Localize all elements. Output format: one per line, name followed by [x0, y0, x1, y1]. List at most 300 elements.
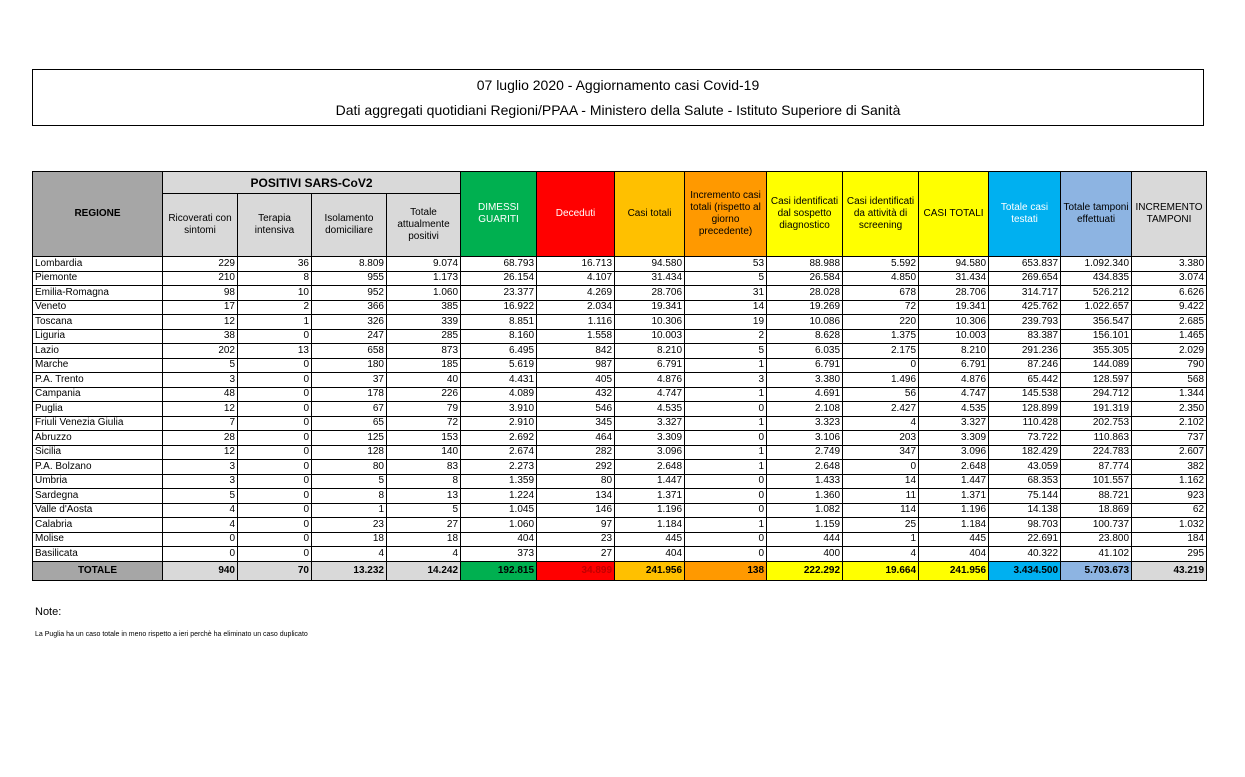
table-cell: 2.175 [843, 344, 919, 359]
table-cell: 94.580 [615, 257, 685, 272]
total-value: 940 [163, 561, 238, 580]
table-cell: 10.086 [767, 315, 843, 330]
region-name: Veneto [33, 300, 163, 315]
table-cell: 294.712 [1061, 387, 1132, 402]
group-positivi: POSITIVI SARS-CoV2 [163, 172, 461, 194]
table-cell: 153 [387, 431, 461, 446]
table-cell: 27 [387, 518, 461, 533]
table-cell: 1.433 [767, 474, 843, 489]
region-name: Puglia [33, 402, 163, 417]
table-cell: 2.692 [461, 431, 537, 446]
table-cell: 4.691 [767, 387, 843, 402]
table-cell: 146 [537, 503, 615, 518]
table-cell: 2.674 [461, 445, 537, 460]
table-cell: 3 [685, 373, 767, 388]
table-cell: 110.863 [1061, 431, 1132, 446]
table-cell: 229 [163, 257, 238, 272]
table-cell: 0 [685, 474, 767, 489]
table-cell: 27 [537, 547, 615, 562]
table-cell: 445 [615, 532, 685, 547]
table-cell: 404 [461, 532, 537, 547]
table-cell: 1.447 [919, 474, 989, 489]
table-cell: 0 [685, 532, 767, 547]
table-cell: 0 [238, 460, 312, 475]
table-cell: 28 [163, 431, 238, 446]
table-cell: 987 [537, 358, 615, 373]
table-cell: 1 [685, 460, 767, 475]
table-cell: 1.359 [461, 474, 537, 489]
table-cell: 17 [163, 300, 238, 315]
total-value: 3.434.500 [989, 561, 1061, 580]
col-casi-totali: Casi totali [615, 172, 685, 257]
table-cell: 355.305 [1061, 344, 1132, 359]
total-value: 70 [238, 561, 312, 580]
table-cell: 0 [685, 431, 767, 446]
region-name: Marche [33, 358, 163, 373]
table-cell: 87.246 [989, 358, 1061, 373]
table-cell: 62 [1132, 503, 1207, 518]
table-cell: 4 [387, 547, 461, 562]
table-cell: 94.580 [919, 257, 989, 272]
table-cell: 9.422 [1132, 300, 1207, 315]
table-cell: 2 [685, 329, 767, 344]
table-cell: 0 [238, 402, 312, 417]
region-name: Umbria [33, 474, 163, 489]
table-cell: 19.341 [615, 300, 685, 315]
table-cell: 1.162 [1132, 474, 1207, 489]
table-cell: 80 [537, 474, 615, 489]
table-cell: 31.434 [919, 271, 989, 286]
table-cell: 5.619 [461, 358, 537, 373]
table-cell: 3.096 [615, 445, 685, 460]
table-cell: 14.138 [989, 503, 1061, 518]
table-cell: 0 [843, 358, 919, 373]
table-cell: 13 [387, 489, 461, 504]
table-cell: 239.793 [989, 315, 1061, 330]
table-cell: 23.377 [461, 286, 537, 301]
table-row [33, 315, 1207, 330]
table-cell: 3.380 [767, 373, 843, 388]
table-cell: 285 [387, 329, 461, 344]
report-title: 07 luglio 2020 - Aggiornamento casi Covid-19 [476, 77, 760, 93]
table-cell: 6.791 [919, 358, 989, 373]
table-cell: 373 [461, 547, 537, 562]
table-cell: 1.371 [615, 489, 685, 504]
table-row [33, 416, 1207, 431]
table-cell: 23 [312, 518, 387, 533]
table-cell: 28.028 [767, 286, 843, 301]
notes-label: Note: [35, 606, 62, 618]
table-cell: 25 [843, 518, 919, 533]
table-cell: 314.717 [989, 286, 1061, 301]
total-row [33, 561, 1207, 580]
table-cell: 0 [238, 431, 312, 446]
table-cell: 8.210 [919, 344, 989, 359]
table-cell: 653.837 [989, 257, 1061, 272]
table-cell: 1.173 [387, 271, 461, 286]
total-value: 241.956 [615, 561, 685, 580]
table-cell: 1.371 [919, 489, 989, 504]
table-cell: 18 [312, 532, 387, 547]
table-cell: 0 [843, 460, 919, 475]
table-cell: 65 [312, 416, 387, 431]
table-cell: 955 [312, 271, 387, 286]
table-row [33, 503, 1207, 518]
table-cell: 678 [843, 286, 919, 301]
table-cell: 8.809 [312, 257, 387, 272]
table-cell: 1.116 [537, 315, 615, 330]
table-cell: 210 [163, 271, 238, 286]
table-cell: 202.753 [1061, 416, 1132, 431]
region-name: P.A. Bolzano [33, 460, 163, 475]
table-cell: 464 [537, 431, 615, 446]
table-cell: 144.089 [1061, 358, 1132, 373]
table-cell: 366 [312, 300, 387, 315]
col-terapia: Terapia intensiva [238, 194, 312, 257]
table-row [33, 300, 1207, 315]
total-value: 43.219 [1132, 561, 1207, 580]
table-cell: 3.323 [767, 416, 843, 431]
table-cell: 3.327 [919, 416, 989, 431]
col-deceduti: Deceduti [537, 172, 615, 257]
table-cell: 356.547 [1061, 315, 1132, 330]
table-cell: 12 [163, 445, 238, 460]
table-cell: 1.196 [919, 503, 989, 518]
table-row [33, 445, 1207, 460]
table-cell: 8 [238, 271, 312, 286]
col-incremento: Incremento casi totali (rispetto al giorno precedente) [685, 172, 767, 257]
region-name: Sardegna [33, 489, 163, 504]
table-cell: 14 [685, 300, 767, 315]
table-cell: 404 [615, 547, 685, 562]
table-cell: 568 [1132, 373, 1207, 388]
table-cell: 12 [163, 315, 238, 330]
table-cell: 8.851 [461, 315, 537, 330]
table-cell: 444 [767, 532, 843, 547]
col-sospetto: Casi identificati dal sospetto diagnostico [767, 172, 843, 257]
table-cell: 4.107 [537, 271, 615, 286]
table-cell: 184 [1132, 532, 1207, 547]
region-name: P.A. Trento [33, 373, 163, 388]
table-cell: 1.045 [461, 503, 537, 518]
table-cell: 79 [387, 402, 461, 417]
total-label: TOTALE [33, 561, 163, 580]
table-cell: 7 [163, 416, 238, 431]
table-cell: 10.003 [615, 329, 685, 344]
table-cell: 12 [163, 402, 238, 417]
table-cell: 2.034 [537, 300, 615, 315]
table-cell: 83.387 [989, 329, 1061, 344]
table-row [33, 329, 1207, 344]
table-cell: 1 [843, 532, 919, 547]
region-name: Molise [33, 532, 163, 547]
table-cell: 75.144 [989, 489, 1061, 504]
table-cell: 1 [685, 358, 767, 373]
report-header [32, 69, 1204, 126]
table-cell: 31 [685, 286, 767, 301]
table-row [33, 358, 1207, 373]
table-cell: 19.341 [919, 300, 989, 315]
table-cell: 5.592 [843, 257, 919, 272]
table-cell: 434.835 [1061, 271, 1132, 286]
table-cell: 10 [238, 286, 312, 301]
table-cell: 404 [919, 547, 989, 562]
table-cell: 0 [238, 445, 312, 460]
table-cell: 842 [537, 344, 615, 359]
total-value: 192.815 [461, 561, 537, 580]
table-cell: 22.691 [989, 532, 1061, 547]
table-cell: 140 [387, 445, 461, 460]
table-cell: 28.706 [615, 286, 685, 301]
total-value: 5.703.673 [1061, 561, 1132, 580]
table-cell: 87.774 [1061, 460, 1132, 475]
table-cell: 6.791 [615, 358, 685, 373]
table-cell: 3 [163, 460, 238, 475]
table-row [33, 532, 1207, 547]
table-cell: 100.737 [1061, 518, 1132, 533]
table-cell: 110.428 [989, 416, 1061, 431]
table-cell: 292 [537, 460, 615, 475]
table-cell: 114 [843, 503, 919, 518]
table-cell: 37 [312, 373, 387, 388]
table-cell: 145.538 [989, 387, 1061, 402]
table-cell: 182.429 [989, 445, 1061, 460]
table-row [33, 489, 1207, 504]
col-isolamento: Isolamento domiciliare [312, 194, 387, 257]
table-cell: 3.327 [615, 416, 685, 431]
table-cell: 8 [312, 489, 387, 504]
region-name: Campania [33, 387, 163, 402]
table-cell: 0 [685, 503, 767, 518]
table-cell: 3.910 [461, 402, 537, 417]
table-cell: 4 [163, 503, 238, 518]
table-cell: 347 [843, 445, 919, 460]
table-cell: 790 [1132, 358, 1207, 373]
table-cell: 0 [685, 489, 767, 504]
table-cell: 0 [238, 489, 312, 504]
table-cell: 226 [387, 387, 461, 402]
table-cell: 8.210 [615, 344, 685, 359]
table-row [33, 460, 1207, 475]
table-cell: 40.322 [989, 547, 1061, 562]
table-cell: 26.154 [461, 271, 537, 286]
table-cell: 10.306 [919, 315, 989, 330]
region-name: Lazio [33, 344, 163, 359]
table-cell: 291.236 [989, 344, 1061, 359]
table-cell: 2.350 [1132, 402, 1207, 417]
table-cell: 3.106 [767, 431, 843, 446]
table-cell: 282 [537, 445, 615, 460]
table-cell: 3.309 [919, 431, 989, 446]
table-cell: 128 [312, 445, 387, 460]
table-cell: 41.102 [1061, 547, 1132, 562]
table-cell: 339 [387, 315, 461, 330]
table-cell: 1.022.657 [1061, 300, 1132, 315]
table-cell: 4 [843, 416, 919, 431]
table-cell: 13 [238, 344, 312, 359]
table-cell: 156.101 [1061, 329, 1132, 344]
table-cell: 6.791 [767, 358, 843, 373]
total-value: 14.242 [387, 561, 461, 580]
table-cell: 19 [685, 315, 767, 330]
table-row [33, 402, 1207, 417]
table-cell: 269.654 [989, 271, 1061, 286]
table-cell: 3.096 [919, 445, 989, 460]
table-cell: 1.344 [1132, 387, 1207, 402]
table-cell: 88.721 [1061, 489, 1132, 504]
table-cell: 1 [238, 315, 312, 330]
table-cell: 191.319 [1061, 402, 1132, 417]
table-cell: 400 [767, 547, 843, 562]
table-cell: 98 [163, 286, 238, 301]
table-cell: 5 [685, 271, 767, 286]
table-cell: 5 [312, 474, 387, 489]
table-row [33, 387, 1207, 402]
table-cell: 247 [312, 329, 387, 344]
region-name: Valle d'Aosta [33, 503, 163, 518]
table-cell: 48 [163, 387, 238, 402]
table-cell: 18 [387, 532, 461, 547]
table-cell: 5 [685, 344, 767, 359]
table-cell: 0 [238, 547, 312, 562]
table-cell: 68.793 [461, 257, 537, 272]
table-cell: 23 [537, 532, 615, 547]
table-cell: 2.749 [767, 445, 843, 460]
table-cell: 2.648 [919, 460, 989, 475]
table-cell: 72 [843, 300, 919, 315]
table-cell: 72 [387, 416, 461, 431]
table-cell: 1.558 [537, 329, 615, 344]
table-cell: 2.108 [767, 402, 843, 417]
table-cell: 4.876 [615, 373, 685, 388]
col-incremento-tamponi: INCREMENTO TAMPONI [1132, 172, 1207, 257]
table-cell: 9.074 [387, 257, 461, 272]
table-cell: 1.360 [767, 489, 843, 504]
total-value: 13.232 [312, 561, 387, 580]
table-cell: 6.626 [1132, 286, 1207, 301]
col-regione: REGIONE [33, 172, 163, 257]
table-cell: 2.685 [1132, 315, 1207, 330]
table-cell: 526.212 [1061, 286, 1132, 301]
table-row [33, 547, 1207, 562]
table-cell: 16.713 [537, 257, 615, 272]
table-cell: 1.224 [461, 489, 537, 504]
col-casi-totali-2: CASI TOTALI [919, 172, 989, 257]
table-cell: 4.747 [919, 387, 989, 402]
table-cell: 180 [312, 358, 387, 373]
table-cell: 0 [238, 329, 312, 344]
table-cell: 125 [312, 431, 387, 446]
table-cell: 2.427 [843, 402, 919, 417]
table-cell: 873 [387, 344, 461, 359]
table-cell: 3.309 [615, 431, 685, 446]
table-cell: 8.628 [767, 329, 843, 344]
table-cell: 36 [238, 257, 312, 272]
table-cell: 5 [163, 358, 238, 373]
table-cell: 97 [537, 518, 615, 533]
table-cell: 0 [238, 532, 312, 547]
table-cell: 2.648 [767, 460, 843, 475]
table-cell: 0 [238, 416, 312, 431]
table-cell: 3.380 [1132, 257, 1207, 272]
covid-data-table [32, 171, 1207, 581]
table-cell: 80 [312, 460, 387, 475]
table-cell: 4 [163, 518, 238, 533]
table-cell: 88.988 [767, 257, 843, 272]
table-cell: 3 [163, 474, 238, 489]
table-cell: 2.648 [615, 460, 685, 475]
col-totale-positivi: Totale attualmente positivi [387, 194, 461, 257]
table-cell: 6.035 [767, 344, 843, 359]
table-cell: 0 [238, 518, 312, 533]
table-cell: 6.495 [461, 344, 537, 359]
col-screening: Casi identificati da attività di screening [843, 172, 919, 257]
region-name: Abruzzo [33, 431, 163, 446]
table-cell: 2.607 [1132, 445, 1207, 460]
table-cell: 4.850 [843, 271, 919, 286]
region-name: Liguria [33, 329, 163, 344]
table-cell: 31.434 [615, 271, 685, 286]
table-cell: 1.465 [1132, 329, 1207, 344]
table-cell: 3.074 [1132, 271, 1207, 286]
region-name: Lombardia [33, 257, 163, 272]
table-cell: 2.273 [461, 460, 537, 475]
table-cell: 382 [1132, 460, 1207, 475]
table-cell: 5 [387, 503, 461, 518]
table-cell: 1.447 [615, 474, 685, 489]
table-cell: 0 [163, 532, 238, 547]
table-cell: 128.597 [1061, 373, 1132, 388]
table-cell: 1.032 [1132, 518, 1207, 533]
table-cell: 5 [163, 489, 238, 504]
table-cell: 4.431 [461, 373, 537, 388]
table-cell: 73.722 [989, 431, 1061, 446]
region-name: Piemonte [33, 271, 163, 286]
table-cell: 83 [387, 460, 461, 475]
total-value: 19.664 [843, 561, 919, 580]
table-cell: 0 [238, 373, 312, 388]
table-cell: 26.584 [767, 271, 843, 286]
table-cell: 53 [685, 257, 767, 272]
table-cell: 14 [843, 474, 919, 489]
table-cell: 326 [312, 315, 387, 330]
table-row [33, 474, 1207, 489]
table-cell: 2 [238, 300, 312, 315]
table-cell: 425.762 [989, 300, 1061, 315]
table-cell: 0 [238, 474, 312, 489]
region-name: Basilicata [33, 547, 163, 562]
table-cell: 445 [919, 532, 989, 547]
table-cell: 0 [163, 547, 238, 562]
table-row [33, 518, 1207, 533]
table-cell: 2.910 [461, 416, 537, 431]
table-cell: 1 [685, 445, 767, 460]
table-cell: 43.059 [989, 460, 1061, 475]
table-cell: 1.496 [843, 373, 919, 388]
table-cell: 10.003 [919, 329, 989, 344]
table-cell: 220 [843, 315, 919, 330]
col-dimessi: DIMESSI GUARITI [461, 172, 537, 257]
table-cell: 0 [238, 503, 312, 518]
table-cell: 2.029 [1132, 344, 1207, 359]
total-value: 138 [685, 561, 767, 580]
report-subtitle: Dati aggregati quotidiani Regioni/PPAA - Ministero della Salute - Istituto Superiore di Sanità [335, 102, 901, 118]
table-cell: 345 [537, 416, 615, 431]
table-cell: 295 [1132, 547, 1207, 562]
table-cell: 98.703 [989, 518, 1061, 533]
table-cell: 1.060 [461, 518, 537, 533]
table-cell: 4.089 [461, 387, 537, 402]
